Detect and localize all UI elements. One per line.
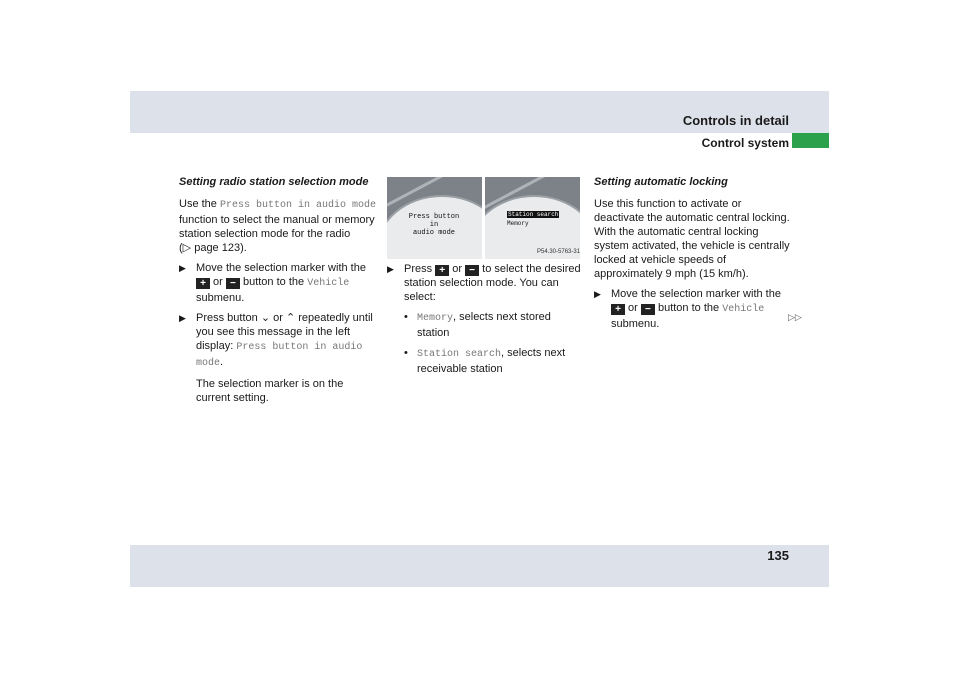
step-move-marker-lock: ▶ Move the selection marker with the + or − button to the Vehicle submenu. bbox=[594, 288, 781, 330]
minus-button-icon: − bbox=[226, 278, 240, 289]
step-select-mode: ▶ Press + or − to select the desired station selection mode. You can select: bbox=[387, 263, 581, 303]
step-arrow-icon: ▶ bbox=[387, 264, 394, 274]
heading-auto-lock: Setting automatic locking bbox=[594, 176, 728, 188]
menu-item-station-search: Station search bbox=[508, 211, 559, 218]
continue-arrow-icon: ▷▷ bbox=[788, 312, 802, 322]
step-arrow-icon: ▶ bbox=[179, 313, 186, 323]
chapter-title: Controls in detail bbox=[682, 113, 789, 128]
display-photo-right bbox=[485, 177, 580, 259]
option-station-search: • Station search, selects next receivable station bbox=[404, 347, 566, 375]
display-text: Station search bbox=[417, 349, 502, 360]
plus-button-icon: + bbox=[611, 304, 625, 315]
photo-reference: P54.30-5763-31 bbox=[537, 249, 581, 255]
step-arrow-icon: ▶ bbox=[594, 289, 601, 299]
column-radio-mode bbox=[179, 175, 379, 411]
display-text: Press button in audio mode bbox=[219, 200, 376, 211]
intro-auto-lock: Use this function to activate or deactivate the automatic central locking. With the automatic central locking system activated, the vehicle is centrally locked at vehicle speeds of approximately 9 mph (15 km/h). bbox=[594, 198, 790, 280]
display-photo-left bbox=[387, 177, 482, 259]
column-auto-lock bbox=[594, 175, 794, 337]
plus-button-icon: + bbox=[196, 278, 210, 289]
page-number: 135 bbox=[767, 548, 789, 563]
bullet-icon: • bbox=[404, 311, 408, 323]
display-text: Vehicle bbox=[307, 278, 350, 289]
note-current-setting: The selection marker is on the current setting. bbox=[196, 378, 344, 404]
plus-button-icon: + bbox=[435, 265, 449, 276]
page-ref-arrow-icon: ▷ bbox=[182, 242, 192, 254]
scroll-down-icon: ⌃ bbox=[285, 312, 296, 324]
display-text: Vehicle bbox=[722, 304, 765, 315]
heading-radio-mode: Setting radio station selection mode bbox=[179, 176, 369, 188]
minus-button-icon: − bbox=[641, 304, 655, 315]
left-display-text: Press button in audio mode bbox=[408, 213, 460, 237]
section-title: Control system bbox=[701, 136, 789, 150]
option-memory: • Memory, selects next stored station bbox=[404, 311, 551, 339]
column-select-mode bbox=[387, 262, 582, 380]
scroll-up-icon: ⌄ bbox=[260, 312, 271, 324]
display-text: Press button in audio mode bbox=[196, 342, 363, 369]
display-text: Memory bbox=[417, 313, 454, 324]
section-tab bbox=[792, 133, 829, 148]
intro-radio-mode: Use the Press button in audio mode function to select the manual or memory station selection mode for the radio (▷ page 123). bbox=[179, 198, 376, 254]
bullet-icon: • bbox=[404, 347, 408, 359]
menu-item-memory: Memory bbox=[507, 220, 529, 227]
step-arrow-icon: ▶ bbox=[179, 263, 186, 273]
step-move-marker: ▶ Move the selection marker with the + or − button to the Vehicle submenu. bbox=[179, 262, 366, 304]
minus-button-icon: − bbox=[465, 265, 479, 276]
step-press-button: ▶ Press button ⌄ or ⌃ repeatedly until you see this message in the left display: Press button in audio mode. bbox=[179, 312, 373, 369]
footer-band bbox=[130, 545, 829, 587]
page-reference[interactable]: page 123 bbox=[194, 242, 241, 254]
